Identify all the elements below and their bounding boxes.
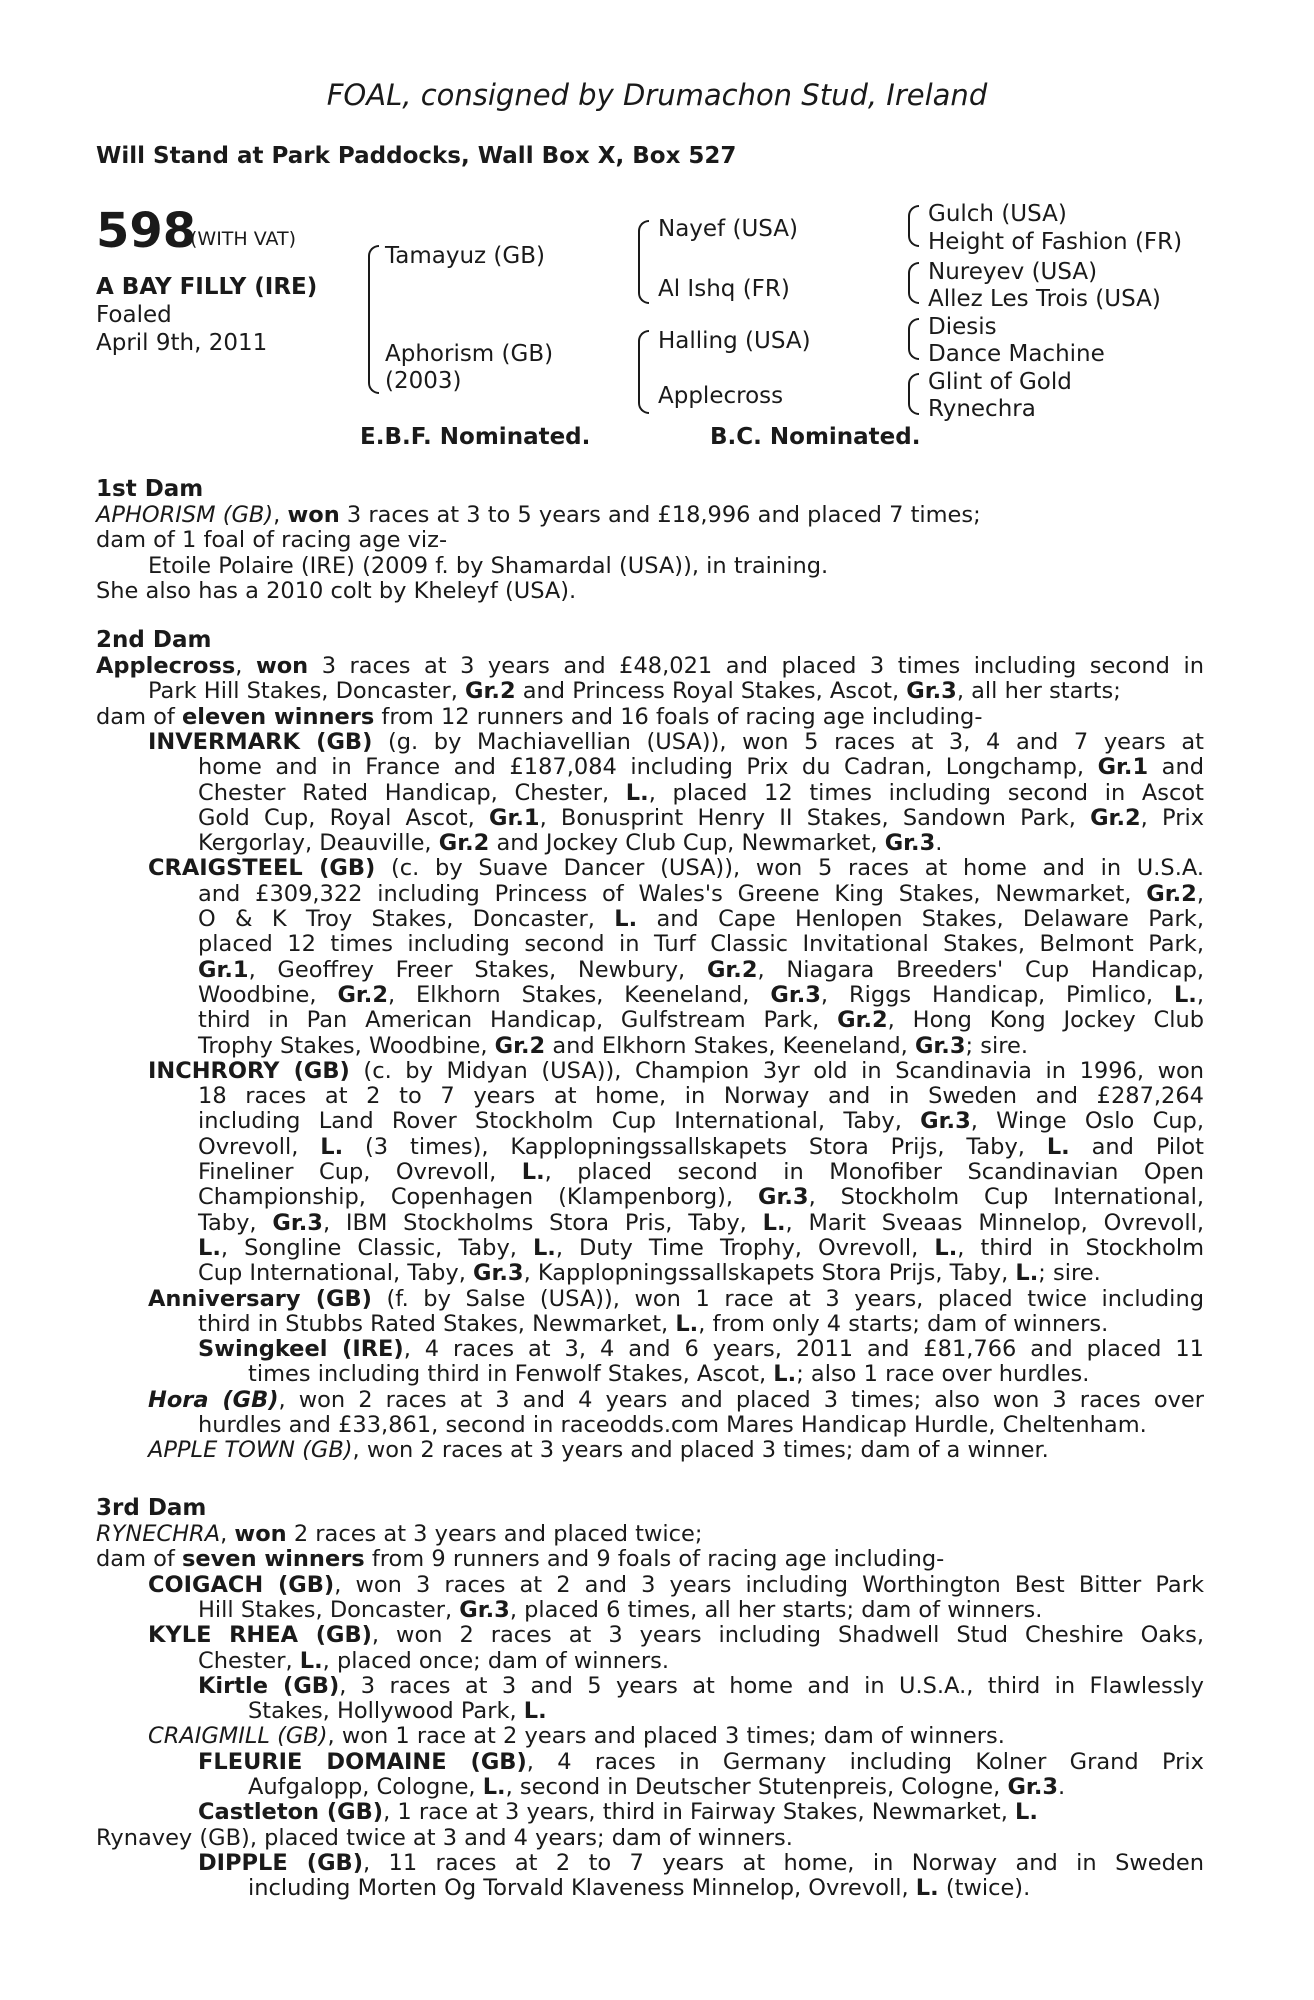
text-run: Woodbine, — [198, 981, 338, 1008]
text-run: , Duty Time Trophy, Ovrevoll, — [555, 1234, 935, 1261]
second-dam-line — [198, 1108, 1204, 1134]
second-dam-line — [198, 1235, 1204, 1261]
text-run: , Geoffrey Freer Stakes, Newbury, — [248, 956, 707, 983]
pedigree-dam-dam: Applecross — [658, 383, 784, 409]
second-dam-line — [198, 780, 1204, 806]
stand-location: Will Stand at Park Paddocks, Wall Box X, Box 527 — [96, 143, 737, 169]
text-run: , — [220, 1521, 235, 1547]
text-run: , — [1196, 880, 1204, 907]
text-run: Etoile Polaire (IRE) (2009 f. by Shamardal (USA)), in training. — [148, 552, 829, 579]
text-run: Gr.3 — [770, 981, 821, 1008]
third-dam-line — [198, 1597, 1042, 1623]
text-run: dam of — [96, 703, 182, 730]
text-run: , 4 races in Germany including Kolner Grand Prix — [526, 1748, 1204, 1775]
pedigree-g3: Nureyev (USA) — [928, 259, 1098, 285]
text-run: (f. by Salse (USA)), won 1 race at 3 years, placed twice including — [371, 1285, 1204, 1312]
text-run: L. — [773, 1361, 797, 1388]
text-run: ; also 1 race over hurdles. — [796, 1361, 1090, 1388]
text-run: , second in Deutscher Stutenpreis, Cologne, — [505, 1774, 1008, 1800]
text-run: , — [273, 502, 288, 528]
text-run: , Stockholm Cup International, — [808, 1184, 1204, 1211]
text-run: third in Stubbs Rated Stakes, Newmarket, — [198, 1310, 676, 1337]
pedigree-sire: Tamayuz (GB) — [385, 243, 545, 269]
text-run: , Marit Sveaas Minnelop, Ovrevoll, — [785, 1209, 1204, 1236]
text-run: Fineliner Cup, Ovrevoll, — [198, 1159, 522, 1185]
text-run: Gr.2 — [1146, 880, 1197, 907]
text-run: won — [255, 653, 309, 679]
second-dam-line — [198, 957, 1204, 983]
third-dam-line — [148, 1622, 1204, 1648]
text-run: , Riggs Handicap, Pimlico, — [820, 981, 1174, 1008]
second-dam-line — [148, 1286, 1204, 1312]
text-run: INCHRORY (GB) — [148, 1057, 350, 1084]
second-dam-line — [148, 1058, 1204, 1084]
text-run: won — [234, 1521, 287, 1547]
second-dam-line — [198, 1083, 1204, 1109]
second-dam-line — [198, 1260, 1101, 1286]
text-run: Hill Stakes, Doncaster, — [198, 1596, 460, 1623]
pedigree-g3: Allez Les Trois (USA) — [928, 286, 1161, 312]
third-dam-line — [248, 1698, 547, 1724]
text-run: , Songline Classic, Taby, — [220, 1234, 533, 1261]
pedigree-bracket — [638, 330, 649, 414]
second-dam-line — [198, 1336, 1204, 1362]
text-run: and Princess Royal Stakes, Ascot, — [515, 678, 907, 705]
text-run: L. — [532, 1234, 556, 1261]
second-dam-line — [148, 1387, 1204, 1413]
text-run: Gr.3 — [459, 1596, 510, 1623]
text-run: Gr.2 — [465, 678, 516, 705]
text-run: , placed once; dam of winners. — [322, 1647, 670, 1674]
text-run: L. — [523, 1698, 547, 1725]
text-run: , Kapplopningssallskapets Stora Prijs, Taby, — [523, 1260, 1016, 1287]
pedigree-bracket — [908, 262, 919, 304]
text-run: , third in Stockholm — [957, 1234, 1205, 1261]
text-run: Gr.2 — [837, 1007, 888, 1034]
text-run: Castleton (GB) — [198, 1799, 384, 1826]
text-run: (3 times), Kapplopningssallskapets Stora Prijs, Taby, — [343, 1133, 1047, 1160]
second-dam-line — [198, 881, 1204, 907]
text-run: , Elkhorn Stakes, Keeneland, — [388, 981, 771, 1008]
text-run: 2 races at 3 years and placed twice; — [286, 1521, 703, 1547]
foaled-date: April 9th, 2011 — [96, 330, 268, 356]
pedigree-g3: Gulch (USA) — [928, 201, 1067, 227]
text-run: , Bonusprint Henry II Stakes, Sandown Park, — [539, 804, 1091, 831]
text-run: including Land Rover Stockholm Cup International, Taby, — [198, 1108, 921, 1135]
text-run: Chester Rated Handicap, Chester, — [198, 779, 626, 806]
pedigree-g3: Height of Fashion (FR) — [928, 229, 1183, 255]
pedigree-bracket — [638, 220, 649, 304]
text-run: Championship, Copenhagen (Klampenborg), — [198, 1184, 758, 1211]
text-run: APPLE TOWN (GB) — [148, 1437, 353, 1464]
first-dam-line — [96, 578, 576, 604]
text-run: dam of — [96, 1546, 182, 1573]
text-run: Kirtle (GB) — [198, 1672, 340, 1699]
text-run: (g. by Machiavellian (USA)), won 5 races at 3, 4 and 7 years at — [372, 728, 1204, 755]
second-dam-line — [198, 1007, 1204, 1033]
text-run: third in Pan American Handicap, Gulfstream Park, — [198, 1007, 838, 1034]
text-run: , placed second in Monofiber Scandinavian Open — [544, 1159, 1204, 1185]
third-dam-line — [198, 1850, 1204, 1876]
text-run: L. — [762, 1209, 786, 1236]
text-run: , won 3 races at 2 and 3 years including Worthington Best Bitter Park — [334, 1571, 1204, 1598]
text-run: COIGACH (GB) — [148, 1571, 335, 1598]
bc-nomination: B.C. Nominated. — [710, 424, 921, 450]
text-run: (c. by Midyan (USA)), Champion 3yr old in Scandinavia in 1996, won — [349, 1057, 1205, 1084]
text-run: Gr.3 — [914, 1032, 966, 1059]
text-run: L. — [1173, 981, 1197, 1008]
text-run: ; sire. — [1038, 1260, 1101, 1287]
text-run: L. — [1015, 1799, 1038, 1826]
text-run: L. — [934, 1234, 958, 1261]
text-run: seven winners — [181, 1546, 365, 1573]
text-run: Gr.3 — [272, 1209, 323, 1236]
second-dam-line — [148, 855, 1204, 881]
pedigree-dam-year: (2003) — [385, 368, 462, 394]
text-run: , won 1 race at 2 years and placed 3 times; dam of winners. — [327, 1723, 1005, 1750]
text-run: and Elkhorn Stakes, Keeneland, — [545, 1032, 915, 1059]
text-run: Gr.2 — [337, 981, 388, 1008]
text-run: L. — [320, 1133, 344, 1160]
pedigree-g3: Glint of Gold — [928, 369, 1072, 395]
second-dam-line — [198, 1033, 1028, 1059]
text-run: O & K Troy Stakes, Doncaster, — [198, 906, 615, 932]
text-run: and — [1148, 754, 1204, 781]
text-run: Applecross — [96, 653, 236, 679]
text-run: Trophy Stakes, Woodbine, — [198, 1032, 495, 1059]
text-run: Gr.1 — [489, 804, 540, 831]
text-run: CRAIGMILL (GB) — [148, 1723, 328, 1750]
text-run: Kergorlay, Deauville, — [198, 830, 439, 857]
text-run: Gr.3 — [758, 1184, 809, 1211]
text-run: She also has a 2010 colt by Kheleyf (USA). — [96, 577, 577, 604]
second-dam-line — [198, 1311, 1108, 1337]
text-run: Ovrevoll, — [198, 1133, 321, 1160]
text-run: , 4 races at 3, 4 and 6 years, 2011 and £81,766 and placed 11 — [403, 1336, 1204, 1363]
text-run: 18 races at 2 to 7 years at home, in Norway and in Sweden and £287,264 — [198, 1083, 1204, 1110]
text-run: and £309,322 including Princess of Wales's Greene King Stakes, Newmarket, — [198, 880, 1147, 907]
second-dam-line — [198, 1210, 1204, 1236]
text-run: L. — [521, 1159, 545, 1185]
second-dam-title: 2nd Dam — [96, 627, 212, 653]
first-dam-line — [148, 553, 828, 579]
second-dam-line — [198, 931, 1204, 957]
text-run: Gr.3 — [906, 678, 957, 705]
text-run: Gr.2 — [706, 956, 758, 983]
text-run: , — [235, 653, 256, 679]
text-run: Hora (GB) — [148, 1386, 279, 1413]
text-run: including Morten Og Torvald Klaveness Minnelop, Ovrevoll, — [248, 1875, 916, 1902]
text-run: ; sire. — [965, 1032, 1028, 1059]
text-run: L. — [915, 1875, 939, 1902]
third-dam-line — [248, 1774, 1065, 1800]
lot-number: 598 — [96, 203, 197, 259]
vat-note: (WITH VAT) — [190, 228, 297, 250]
second-dam-line — [198, 805, 1204, 831]
text-run: placed 12 times including second in Turf Classic Invitational Stakes, Belmont Park, — [198, 931, 1204, 958]
text-run: Park Hill Stakes, Doncaster, — [148, 678, 466, 705]
text-run: from 9 runners and 9 foals of racing age including- — [364, 1546, 945, 1573]
third-dam-line — [198, 1648, 669, 1674]
text-run: Aufgalopp, Cologne, — [248, 1774, 483, 1800]
text-run: , all her starts; — [956, 678, 1121, 705]
second-dam-line — [198, 754, 1204, 780]
third-dam-title: 3rd Dam — [96, 1495, 207, 1521]
text-run: , Winge Oslo Cup, — [970, 1108, 1204, 1135]
text-run: (c. by Suave Dancer (USA)), won 5 races at home and in U.S.A. — [375, 855, 1204, 882]
text-run: APHORISM (GB) — [96, 502, 274, 528]
pedigree-dam: Aphorism (GB) — [385, 341, 554, 367]
second-dam-line — [96, 704, 982, 730]
first-dam-title: 1st Dam — [96, 476, 204, 502]
text-run: , Hong Kong Jockey Club — [887, 1007, 1204, 1034]
text-run: L. — [614, 906, 638, 932]
text-run: Cup International, Taby, — [198, 1260, 474, 1287]
text-run: KYLE RHEA (GB) — [148, 1622, 372, 1649]
third-dam-line — [96, 1825, 793, 1851]
text-run: , Niagara Breeders' Cup Handicap, — [757, 956, 1205, 983]
text-run: from 12 runners and 16 foals of racing age including- — [374, 703, 983, 730]
text-run: RYNECHRA — [96, 1521, 221, 1547]
second-dam-line — [198, 830, 942, 856]
pedigree-dam-sire: Halling (USA) — [658, 328, 811, 354]
text-run: , 1 race at 3 years, third in Fairway Stakes, Newmarket, — [383, 1799, 1016, 1826]
text-run: L. — [299, 1647, 323, 1674]
text-run: Swingkeel (IRE) — [198, 1336, 404, 1363]
text-run: Anniversary (GB) — [148, 1285, 372, 1312]
text-run: 3 races at 3 years and £48,021 and placed 3 times including second in — [308, 653, 1204, 679]
third-dam-line — [148, 1723, 1005, 1749]
text-run: Gr.3 — [473, 1260, 524, 1287]
text-run: and Cape Henlopen Stakes, Delaware Park, — [637, 906, 1204, 932]
third-dam-line — [248, 1875, 1030, 1901]
second-dam-line — [148, 729, 1204, 755]
text-run: and Jockey Club Cup, Newmarket, — [489, 830, 885, 857]
consignor-title: FOAL, consigned by Drumachon Stud, Ireland — [326, 78, 988, 112]
second-dam-line — [198, 1412, 1147, 1438]
text-run: L. — [625, 779, 649, 806]
text-run: , from only 4 starts; dam of winners. — [698, 1310, 1109, 1337]
text-run: dam of 1 foal of racing age viz- — [96, 527, 448, 554]
third-dam-line — [96, 1546, 944, 1572]
text-run: Gr.1 — [198, 956, 249, 983]
pedigree-bracket — [908, 373, 919, 415]
text-run: L. — [482, 1774, 506, 1800]
text-run: Stakes, Hollywood Park, — [248, 1698, 524, 1725]
text-run: DIPPLE (GB) — [198, 1849, 363, 1876]
second-dam-line — [198, 1134, 1204, 1160]
text-run: Gold Cup, Royal Ascot, — [198, 804, 489, 831]
pedigree-g3: Dance Machine — [928, 341, 1105, 367]
text-run: , placed 12 times including second in Ascot — [648, 779, 1204, 806]
second-dam-line — [148, 678, 1121, 704]
pedigree-g3: Diesis — [928, 314, 997, 340]
pedigree-bracket — [368, 245, 379, 394]
text-run: CRAIGSTEEL (GB) — [148, 855, 376, 882]
text-run: , — [1196, 981, 1204, 1008]
text-run: (twice). — [938, 1875, 1031, 1902]
ebf-nomination: E.B.F. Nominated. — [360, 424, 591, 450]
pedigree-g3: Rynechra — [928, 396, 1036, 422]
text-run: won — [287, 502, 340, 528]
text-run: and Pilot — [1069, 1133, 1204, 1160]
foaled-label: Foaled — [96, 302, 172, 328]
text-run: L. — [1046, 1133, 1070, 1160]
second-dam-line — [148, 1437, 1049, 1463]
lot-name: A BAY FILLY (IRE) — [96, 274, 318, 300]
third-dam-line — [148, 1572, 1204, 1598]
text-run: Gr.3 — [920, 1108, 971, 1135]
text-run: , placed 6 times, all her starts; dam of winners. — [509, 1596, 1043, 1623]
third-dam-line — [198, 1749, 1204, 1775]
text-run: times including third in Fenwolf Stakes, Ascot, — [248, 1361, 774, 1388]
text-run: Gr.2 — [494, 1032, 546, 1059]
text-run: Gr.3 — [884, 830, 936, 857]
pedigree-sire-sire: Nayef (USA) — [658, 216, 799, 242]
text-run: . — [1058, 1774, 1066, 1800]
third-dam-line — [96, 1521, 702, 1547]
first-dam-line — [96, 502, 981, 528]
text-run: 3 races at 3 to 5 years and £18,996 and placed 7 times; — [339, 502, 981, 528]
text-run: Gr.3 — [1007, 1774, 1059, 1800]
second-dam-line — [198, 906, 1204, 932]
text-run: Gr.2 — [438, 830, 490, 857]
second-dam-line — [198, 1184, 1204, 1210]
text-run: , IBM Stockholms Stora Pris, Taby, — [322, 1209, 763, 1236]
text-run: , won 2 races at 3 and 4 years and placed 3 times; also won 3 races over — [278, 1386, 1204, 1413]
pedigree-bracket — [908, 318, 919, 360]
second-dam-line — [248, 1361, 1089, 1387]
third-dam-line — [198, 1799, 1038, 1825]
second-dam-line — [96, 653, 1204, 679]
text-run: Gr.1 — [1097, 754, 1149, 781]
text-run: , 11 races at 2 to 7 years at home, in Norway and in Sweden — [362, 1849, 1204, 1876]
first-dam-line — [96, 527, 447, 553]
text-run: , Prix — [1140, 804, 1205, 831]
text-run: L. — [198, 1234, 221, 1261]
text-run: , won 2 races at 3 years and placed 3 times; dam of a winner. — [352, 1437, 1049, 1464]
text-run: L. — [1015, 1260, 1039, 1287]
second-dam-line — [198, 1159, 1204, 1185]
text-run: eleven winners — [181, 703, 375, 730]
text-run: Taby, — [198, 1209, 273, 1236]
text-run: Chester, — [198, 1647, 300, 1674]
second-dam-line — [198, 982, 1204, 1008]
pedigree-sire-dam: Al Ishq (FR) — [658, 276, 790, 302]
text-run: . — [935, 830, 943, 857]
text-run: Rynavey (GB), placed twice at 3 and 4 years; dam of winners. — [96, 1824, 793, 1851]
text-run: hurdles and £33,861, second in raceodds.com Mares Handicap Hurdle, Cheltenham. — [198, 1412, 1147, 1438]
text-run: , 3 races at 3 and 5 years at home and in U.S.A., third in Flawlessly — [339, 1672, 1204, 1699]
pedigree-bracket — [908, 205, 919, 247]
text-run: FLEURIE DOMAINE (GB) — [198, 1748, 527, 1775]
text-run: INVERMARK (GB) — [148, 728, 373, 755]
third-dam-line — [198, 1673, 1204, 1699]
text-run: L. — [675, 1310, 699, 1337]
text-run: Gr.2 — [1090, 804, 1141, 831]
text-run: home and in France and £187,084 including Prix du Cadran, Longchamp, — [198, 754, 1098, 781]
text-run: , won 2 races at 3 years including Shadwell Stud Cheshire Oaks, — [371, 1622, 1204, 1649]
